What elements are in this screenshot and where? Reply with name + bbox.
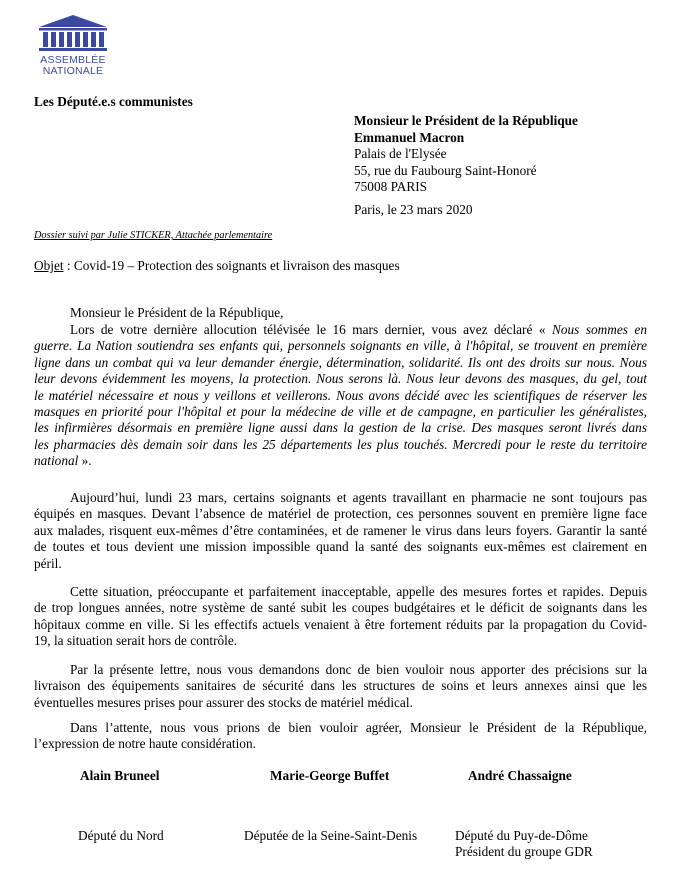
signatory-3-role: Député du Puy-de-Dôme [455,828,588,843]
subject-line [34,258,400,274]
p3-line-2: de trop longues années, notre système de santé subit les coupes budgétaires et le déficit de soignants dans les [34,600,647,616]
p4-line-3: éventuelles mesures prises pour assurer des stocks de matériel médical. [34,694,413,710]
signatory-2-name: Marie-George Buffet [270,768,390,783]
sender-name: Les Député.e.s communistes [34,94,193,109]
paragraph-1 [34,322,647,470]
salutation: Monsieur le Président de la République, [70,305,284,320]
p1-line-8: les pharmacies dès demain soir dans les 25 départements les plus touchés. Mercredi pour le reste du territoire [34,436,647,452]
subject-text: : Covid-19 – Protection des soignants et livraison des masques [63,258,400,273]
signatory-1-role: Député du Nord [78,828,164,843]
recipient-line-2: Emmanuel Macron [354,129,465,145]
recipient-line-4: 55, rue du Faubourg Saint-Honoré [354,162,537,178]
p3-line-1: Cette situation, préoccupante et parfaitement inacceptable, appelle des mesures fortes et rapides. Depuis [70,584,647,599]
p1-line-7: les infirmières désormais en première ligne aussi dans la gestion de la crise. Des masques seront livrés dans [34,420,647,436]
p1-line-4: leur devons évidemment les moyens, la protection. Nous serons là. Nous leur devons des masques, du gel, tout [34,371,647,387]
recipient-line-1: Monsieur le Président de la République [354,113,578,128]
signatory-2-role: Députée de la Seine-Saint-Denis [244,828,418,843]
subject-label: Objet [34,258,64,273]
logo-line-2: NATIONALE [42,65,104,77]
logo-line-1: ASSEMBLÉE [40,54,106,66]
p5-line-1: Dans l’attente, nous vous prions de bien vouloir agréer, Monsieur le Président de la République, [70,720,647,735]
p1-line-9: national ». [34,453,92,469]
p4-line-2: livraison des équipements sanitaires de sécurité dans les structures de soins et leurs annexes ainsi que les [34,678,647,694]
p2-line-3: aux malades, risquent eux-mêmes d’être contaminées, et de ramener le virus dans leurs foyers. Garantir la santé [34,522,647,538]
p1-line-1: Lors de votre dernière allocution télévisée le 16 mars dernier, vous avez déclaré « Nous sommes en [70,322,647,337]
signatory-3-role-2: Président du groupe GDR [455,844,593,859]
p5-line-2: l’expression de notre haute considération. [34,736,256,752]
recipient-line-5: 75008 PARIS [354,179,428,194]
p2-line-5: péril. [34,555,62,571]
p1-line-6: masques en priorité pour l'hôpital et pour la médecine de ville et de campagne, en particulier les généralistes, [34,403,647,419]
signatory-3-name: André Chassaigne [468,768,572,783]
recipient-line-3: Palais de l'Elysée [354,146,447,161]
p3-line-4: 19, la situation serait hors de contrôle. [34,633,238,649]
p1-line-5: le matériel nécessaire et nous y veillons et veillerons. Nous avons décidé avec les scientifiques de réserver les [34,387,647,403]
paragraph-5 [34,720,647,753]
assemblee-nationale-logo [37,13,109,77]
p2-line-2: équipés en masques. Devant l’absence de matériel de protection, ces personnes souvent en première ligne face [34,506,647,522]
p1-line-2: guerre. La Nation soutiendra ses enfants qui, personnels soignants en ville, à l'hôpital, se trouvent en première [34,338,647,354]
p2-line-1: Aujourd’hui, lundi 23 mars, certains soignants et agents travaillant en pharmacie ne sont toujours pas [70,490,647,505]
paragraph-4 [34,662,647,711]
signatory-1-name: Alain Bruneel [80,768,160,783]
p4-line-1: Par la présente lettre, nous vous demandons donc de bien vouloir nous apporter des précisions sur la [70,662,647,677]
recipient-block [354,113,578,196]
p1-line-3: ligne dans un combat qui va leur demander énergie, détermination, solidarité. Ils ont des droits sur nous. Nous [34,354,647,370]
dossier-note: Dossier suivi par Julie STICKER, Attachée parlementaire [34,230,273,241]
paragraph-2 [34,490,647,572]
letter-date: Paris, le 23 mars 2020 [354,202,473,217]
p3-line-3: hôpitaux comme en ville. Si les effectifs actuels venaient à être fortement réduits par la propagation du Covid- [34,616,647,632]
hemicycle-icon [37,13,109,53]
paragraph-3 [34,584,647,650]
p2-line-4: de toutes et tous devient une mission impossible quand la santé des soignants eux-mêmes est clairement en [34,539,647,555]
